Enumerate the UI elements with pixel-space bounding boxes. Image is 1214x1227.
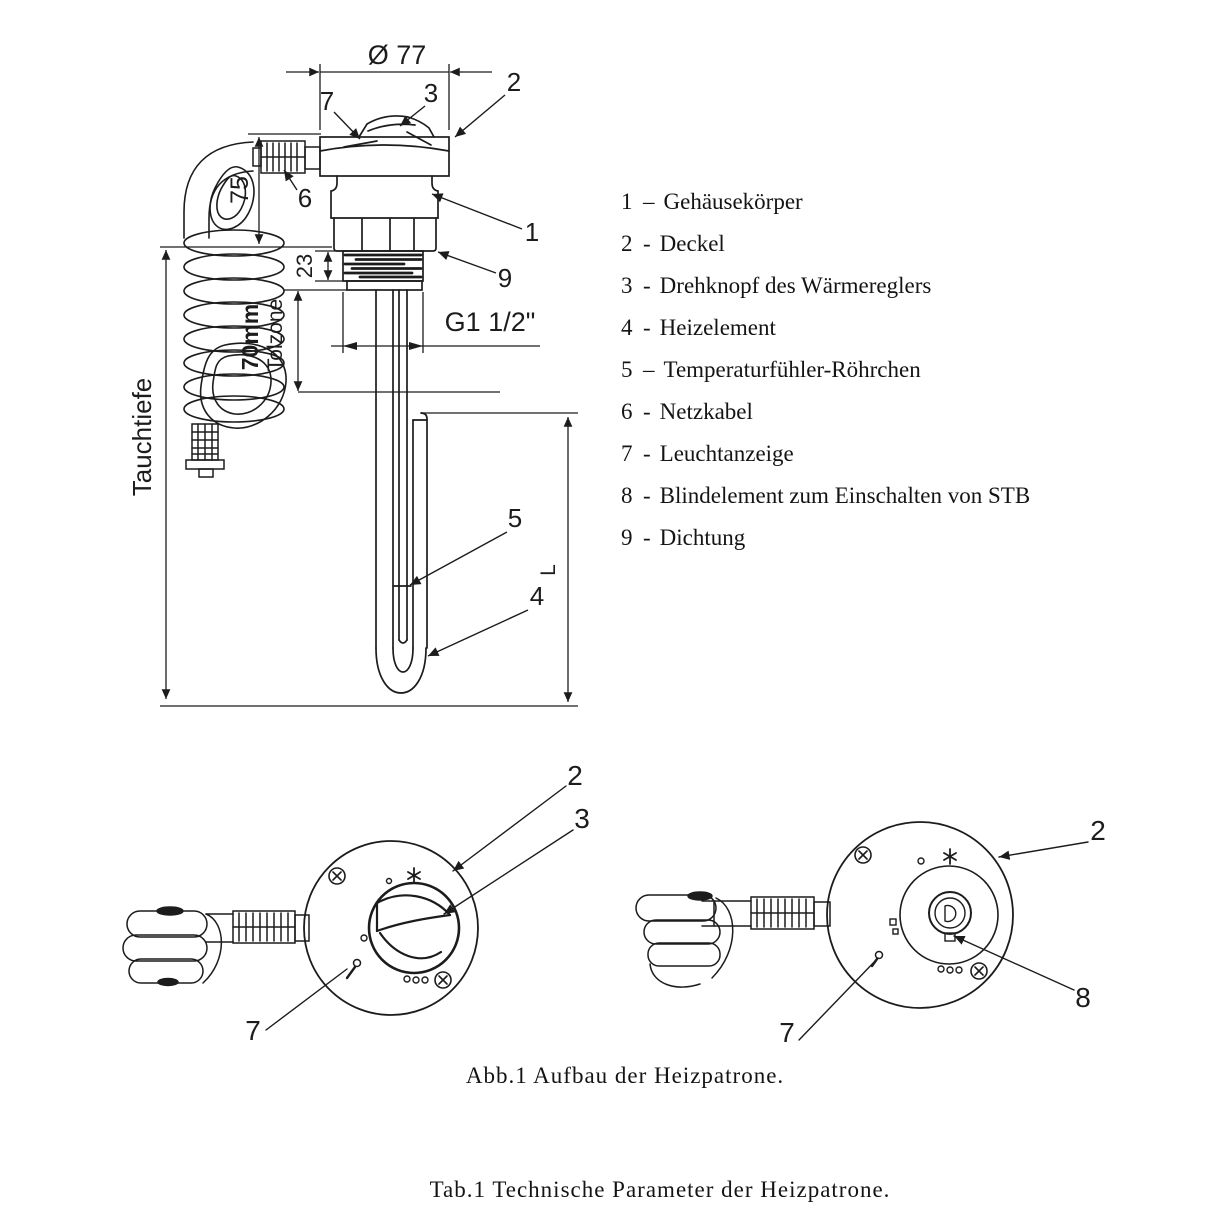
legend-number: 6 <box>621 399 633 424</box>
cover-cap-outline <box>320 116 449 176</box>
callout-cover: 2 <box>506 67 522 97</box>
heating-element-tubes <box>376 290 427 693</box>
callout-housing-body: 1 <box>524 217 540 247</box>
figure-caption: Abb.1 Aufbau der Heizpatrone. <box>465 1063 785 1088</box>
legend-label: Gehäusekörper <box>663 189 803 214</box>
callout-indicator-right-view: 7 <box>779 1017 795 1048</box>
callout-knob-left-view: 3 <box>574 803 590 834</box>
dim-label-immersion-depth: Tauchtiefe <box>127 377 157 497</box>
main-side-view <box>184 116 449 693</box>
legend-number: 9 <box>621 525 633 550</box>
dim-label-head-height: 75 <box>226 176 254 204</box>
dim-label-thread-height: 23 <box>292 253 317 279</box>
legend-label: Drehknopf des Wärmereglers <box>659 273 932 298</box>
legend-item-8 <box>621 475 1030 517</box>
legend-number: 4 <box>621 315 633 340</box>
legend-separator: - <box>643 483 651 508</box>
callout-cover-left-view: 2 <box>567 760 583 791</box>
legend-separator: - <box>643 231 651 256</box>
callout-cover-right-view: 2 <box>1090 815 1106 846</box>
legend-item-1 <box>621 181 1030 223</box>
callout-indicator-lamp: 7 <box>319 86 335 116</box>
main-view-leaders <box>284 95 528 656</box>
callout-sensor-tube: 5 <box>507 503 523 533</box>
legend-separator: – <box>643 357 655 382</box>
legend-number: 2 <box>621 231 633 256</box>
parts-legend <box>621 181 1030 559</box>
legend-label: Deckel <box>659 231 725 256</box>
callout-seal: 9 <box>497 263 513 293</box>
indicator-lamp-mark <box>347 960 361 979</box>
dim-tolerance-zone-70mm <box>283 290 500 392</box>
legend-number: 8 <box>621 483 633 508</box>
power-cable-gland <box>253 141 320 173</box>
legend-separator: - <box>643 273 651 298</box>
left-view-labels <box>245 760 590 1046</box>
blind-element-center <box>929 892 971 941</box>
cable-plug <box>186 424 224 477</box>
legend-separator: – <box>643 189 655 214</box>
legend-item-9 <box>621 517 1030 559</box>
legend-label: Blindelement zum Einschalten von STB <box>659 483 1031 508</box>
callout-indicator-left-view: 7 <box>245 1015 261 1046</box>
cable-right-view <box>636 892 830 987</box>
dim-element-length-l <box>421 413 578 702</box>
legend-separator: - <box>643 399 651 424</box>
housing-body-outline <box>331 176 438 251</box>
legend-item-5 <box>621 349 1030 391</box>
cable-left-view <box>123 907 309 986</box>
legend-separator: - <box>643 441 651 466</box>
frost-protection-mark <box>408 868 420 883</box>
legend-label: Leuchtanzeige <box>659 441 794 466</box>
legend-label: Netzkabel <box>659 399 753 424</box>
thread-seal-section <box>343 251 423 290</box>
legend-label: Dichtung <box>659 525 746 550</box>
dim-label-thread-size: G1 1/2" <box>444 307 536 337</box>
callout-power-cable: 6 <box>297 183 313 213</box>
legend-item-3 <box>621 265 1030 307</box>
dim-diameter-77 <box>286 64 492 130</box>
legend-number: 3 <box>621 273 633 298</box>
legend-label: Heizelement <box>659 315 776 340</box>
legend-number: 1 <box>621 189 633 214</box>
dim-label-diameter: Ø 77 <box>367 40 427 70</box>
callout-thermostat-knob: 3 <box>423 78 439 108</box>
dim-label-element-length: L <box>537 564 560 576</box>
bottom-view-blind-element <box>636 815 1106 1048</box>
legend-item-2 <box>621 223 1030 265</box>
knob-wing-shape <box>377 895 450 958</box>
right-view-leaders <box>799 842 1088 1040</box>
legend-separator: - <box>643 525 651 550</box>
main-view-dimensions <box>160 64 578 706</box>
bottom-view-with-knob <box>123 760 590 1046</box>
dim-label-tolzone-value: 70mm <box>237 303 263 371</box>
dim-label-tolzone-word: Tolzone <box>264 298 287 372</box>
legend-item-4 <box>621 307 1030 349</box>
legend-item-7 <box>621 433 1030 475</box>
legend-item-6 <box>621 391 1030 433</box>
callout-heating-element: 4 <box>529 581 545 611</box>
legend-label: Temperaturfühler-Röhrchen <box>663 357 921 382</box>
legend-separator: - <box>643 315 651 340</box>
left-view-leaders <box>266 786 573 1030</box>
legend-number: 5 <box>621 357 633 382</box>
callout-blind-element-right-view: 8 <box>1075 982 1091 1013</box>
frost-protection-mark <box>944 849 956 864</box>
table-caption: Tab.1 Technische Parameter der Heizpatrone. <box>429 1177 891 1202</box>
legend-number: 7 <box>621 441 633 466</box>
cover-screw <box>855 847 987 979</box>
